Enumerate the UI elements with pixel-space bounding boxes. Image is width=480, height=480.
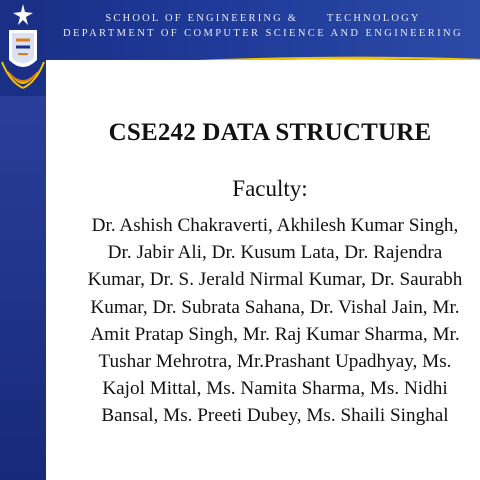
- faculty-line: Kumar, Dr. S. Jerald Nirmal Kumar, Dr. Saurabh: [87, 269, 463, 291]
- faculty-line: Tushar Mehrotra, Mr.Prashant Upadhyay, Ms.: [98, 351, 452, 373]
- header-banner: [0, 0, 480, 60]
- slide-title: CSE242 DATA STRUCTURE: [108, 119, 432, 146]
- faculty-line: Kajol Mittal, Ms. Namita Sharma, Ms. Nidhi: [102, 378, 448, 400]
- faculty-line: Bansal, Ms. Preeti Dubey, Ms. Shaili Singhal: [101, 405, 449, 427]
- faculty-line: Kumar, Dr. Subrata Sahana, Dr. Vishal Jain, Mr.: [90, 296, 460, 318]
- department-name: DEPARTMENT OF COMPUTER SCIENCE AND ENGINEERING: [63, 28, 463, 39]
- faculty-list: [80, 212, 470, 430]
- logo: [0, 0, 46, 96]
- faculty-line: Amit Pratap Singh, Mr. Raj Kumar Sharma, Mr.: [90, 323, 460, 345]
- faculty-line: Dr. Jabir Ali, Dr. Kusum Lata, Dr. Rajendra: [107, 242, 443, 264]
- school-name: SCHOOL OF ENGINEERING & TECHNOLOGY: [105, 13, 421, 24]
- header-swoosh-decoration: [40, 56, 480, 60]
- left-sidebar-bar: [0, 96, 46, 480]
- university-emblem-icon: [0, 0, 46, 96]
- faculty-line: Dr. Ashish Chakraverti, Akhilesh Kumar Singh,: [91, 215, 459, 236]
- faculty-heading: Faculty:: [232, 176, 308, 201]
